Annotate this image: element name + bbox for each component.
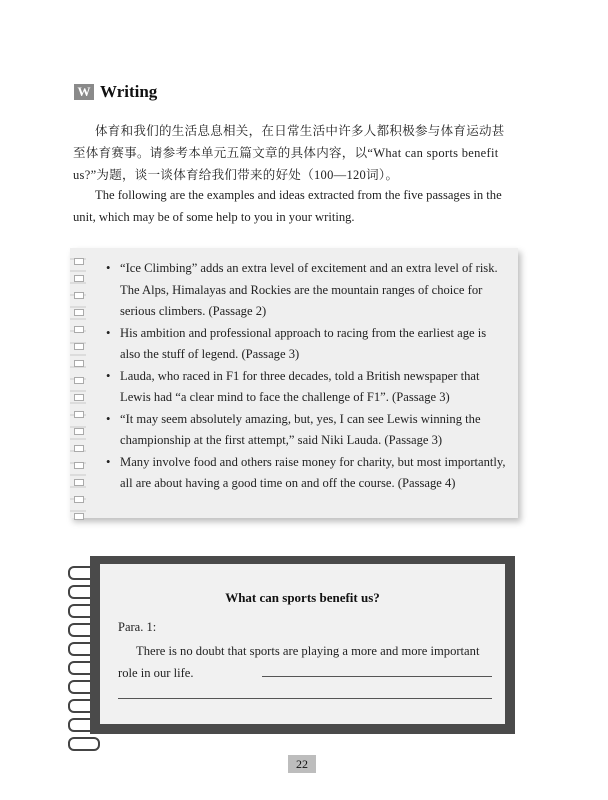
section-badge: W <box>74 84 94 100</box>
intro-chinese: 体育和我们的生活息息相关，在日常生活中许多人都积极参与体育运动甚至体育赛事。请参考本单元五篇文章的具体内容，以“What can sports benefit us?”为题，谈一谈体育给我们带来的好处（100—120词）。 <box>73 124 505 182</box>
writing-text: There is no doubt that sports are playing a more and more important role in our life. <box>118 644 480 680</box>
examples-card <box>70 248 518 518</box>
answer-line <box>262 676 492 677</box>
notebook-holes <box>74 258 84 530</box>
writing-board <box>90 556 515 734</box>
list-item: • His ambition and professional approach to racing from the earliest age is also the stuff of legend. (Passage 3) <box>106 323 506 366</box>
section-heading <box>74 82 157 102</box>
list-item: • “It may seem absolutely amazing, but, yes, I can see Lewis winning the championship at the first attempt,” said Niki Lauda. (Passage 3) <box>106 409 506 452</box>
list-item: • Many involve food and others raise money for charity, but most importantly, all are about having a good time on and off the course. (Passage 4) <box>106 452 506 495</box>
list-item: • “Ice Climbing” adds an extra level of excitement and an extra level of risk. The Alps, Himalayas and Rockies are the mountain ranges of choice for serious climbers. (Passage 2) <box>106 258 506 323</box>
list-item: • Lauda, who raced in F1 for three decades, told a British newspaper that Lewis had “a clear mind to face the challenge of F1”. (Passage 3) <box>106 366 506 409</box>
writing-title: What can sports benefit us? <box>225 590 380 605</box>
page-number: 22 <box>288 755 316 773</box>
paragraph-label: Para. 1: <box>118 620 157 634</box>
examples-list <box>106 258 506 495</box>
answer-line <box>118 698 492 699</box>
intro-english: The following are the examples and ideas extracted from the five passages in the unit, which may be of some help to you in your writing. <box>73 188 502 224</box>
section-title: Writing <box>100 82 158 101</box>
writing-paper <box>100 564 505 724</box>
